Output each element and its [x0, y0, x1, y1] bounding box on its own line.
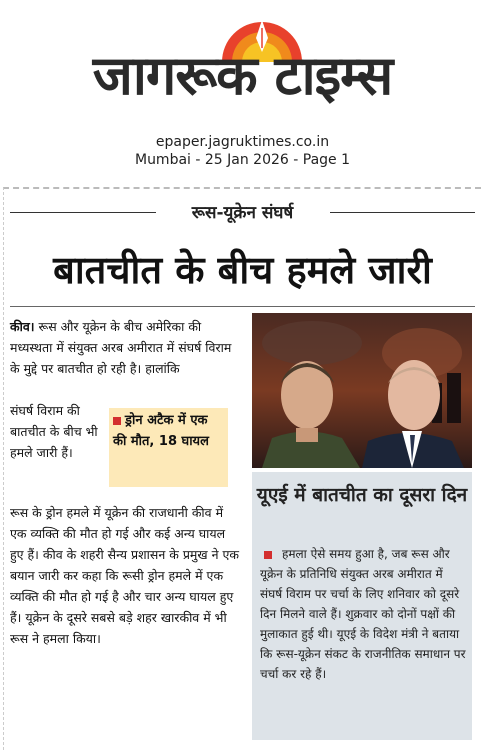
article-paragraph-2: रूस के ड्रोन हमले में यूक्रेन की राजधानी कीव में एक व्यक्ति की मौत हो गई और कई अन्य घायल हुए हैं। कीव के शहरी सैन्य प्रशासन के प्रमुख ने एक बयान जारी कर कहा कि रूसी ड्रोन हमले में एक व्यक्ति की मौत हो गई है और चार अन्य घायल हुए हैं। यूक्रेन के दूसरे सबसे बड़े शहर खारकीव में भी रूस ने हमला किया। [10, 505, 240, 646]
dateline: कीव। [10, 319, 35, 334]
article-paragraph-1 [10, 316, 240, 379]
headline-rule [10, 306, 475, 307]
edition-info: Mumbai - 25 Jan 2026 - Page 1 [134, 152, 351, 168]
paragraph-1-text: रूस और यूक्रेन के बीच अमेरिका की मध्यस्थता में संयुक्त अरब अमीरात में संघर्ष विराम के मुद्दे पर बातचीत हो रही है। हालांकि [10, 319, 232, 376]
article-headline: बातचीत के बीच हमले जारी [53, 248, 432, 292]
kicker-rule-right [330, 212, 475, 213]
article-photo [252, 313, 472, 468]
article-paragraph-1-rest: संघर्ष विराम की बातचीत के बीच भी हमले जारी हैं। [10, 403, 98, 460]
sidebar-title: यूएई में बातचीत का दूसरा दिन [256, 484, 468, 506]
bullet-icon [264, 551, 272, 559]
article-kicker: रूस-यूक्रेन संघर्ष [191, 203, 294, 223]
masthead [0, 0, 485, 185]
sidebar-text: हमला ऐसे समय हुआ है, जब रूस और यूक्रेन के प्रतिनिधि संयुक्त अरब अमीरात में संघर्ष विराम पर चर्चा के लिए शनिवार को दूसरे दिन मिलने वाले हैं। शुक्रवार को दोनों पक्षों की मुलाकात हुई थी। यूएई के विदेश मंत्री ने बताया कि रूस-यूक्रेन संकट के राजनीतिक समाधान पर चर्चा कर रहे हैं। [260, 547, 466, 681]
callout-text: ड्रोन अटैक में एक की मौत, 18 घायल [113, 413, 209, 449]
epaper-url[interactable]: epaper.jagruktimes.co.in [155, 134, 330, 150]
callout-box [109, 408, 228, 487]
leaders-photo [252, 313, 472, 468]
sidebar-box [252, 472, 472, 740]
masthead-title: जागरूक टाइम्स [92, 44, 393, 107]
sidebar-body [260, 544, 467, 684]
bullet-icon [113, 417, 121, 425]
